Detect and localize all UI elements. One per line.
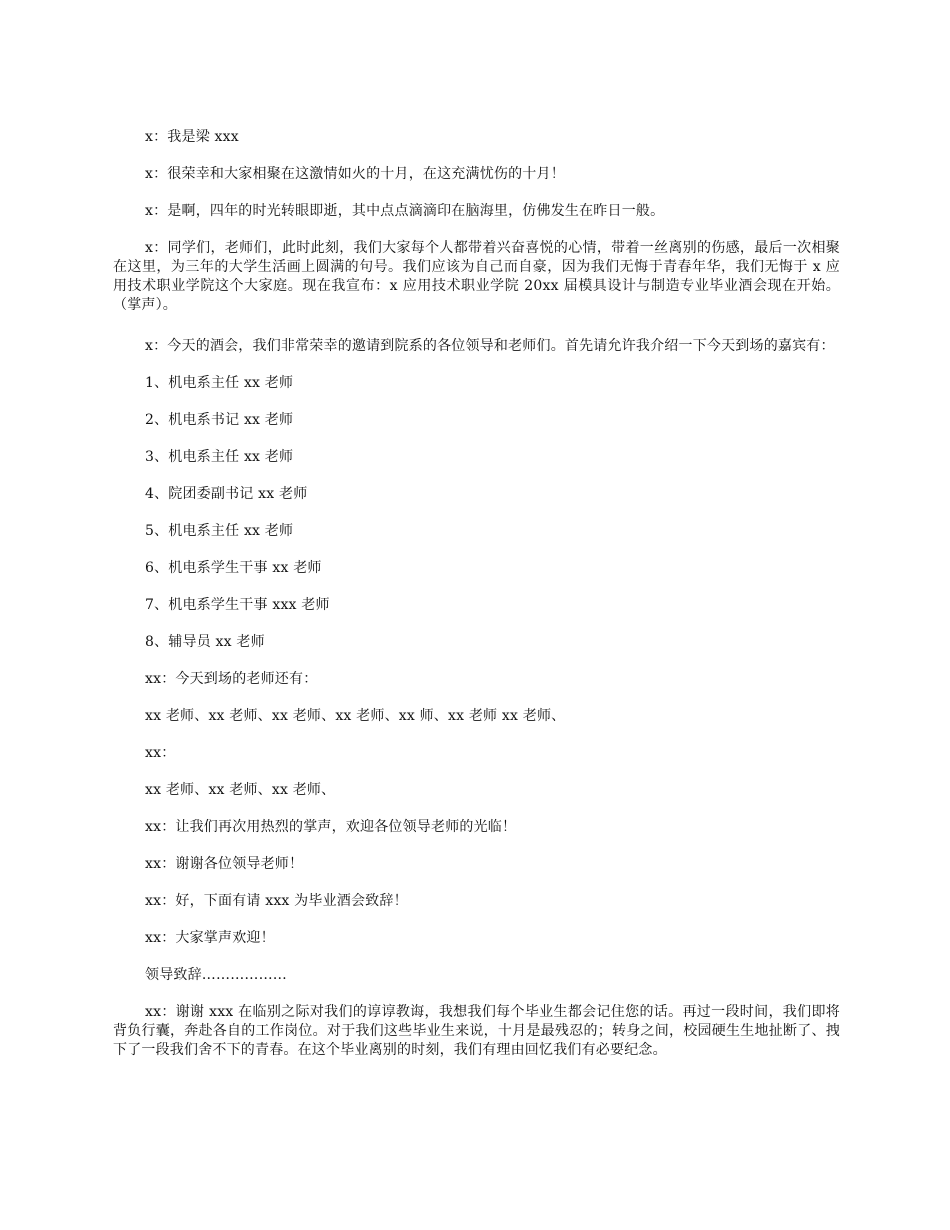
list-item-guest-4: 4、院团委副书记 xx 老师 xyxy=(145,486,308,502)
paragraph-guests-intro: x：今天的酒会，我们非常荣幸的邀请到院系的各位领导和老师们。首先请允许我介绍一下今天到场的嘉宾有： xyxy=(145,338,835,354)
paragraph-thanks-leaders: xx：谢谢各位领导老师！ xyxy=(145,856,304,872)
list-item-guest-3: 3、机电系主任 xx 老师 xyxy=(145,449,294,465)
paragraph-leader-speech: 领导致辞……………… xyxy=(145,967,287,983)
paragraph-intro-name: x：我是梁 xxx xyxy=(145,129,239,145)
paragraph-other-teachers: xx：今天到场的老师还有： xyxy=(145,671,318,687)
paragraph-opening-announcement: x：同学们，老师们，此时此刻，我们大家每个人都带着兴奋喜悦的心情，带着一丝离别的伤感，最后一次相聚在这里，为三年的大学生活画上圆满的句号。我们应该为自己而自豪，因为我们无悔于青春年华，我们无悔于 x 应用技术职业学院这个大家庭。现在我宣布：x 应用技术职业学院 20xx 届模具设计与制造专业毕业酒会现在开始。（掌声）。 xyxy=(113,240,840,313)
paragraph-closing-thanks: xx：谢谢 xxx 在临别之际对我们的谆谆教诲，我想我们每个毕业生都会记住您的话。再过一段时间，我们即将背负行囊，奔赴各自的工作岗位。对于我们这些毕业生来说，十月是最残忍的；转身之间，校园硬生生地扯断了、拽下了一段我们舍不下的青春。在这个毕业离别的时刻，我们有理由回忆我们有必要纪念。 xyxy=(113,1004,840,1058)
paragraph-speaker-xx: xx： xyxy=(145,745,176,761)
list-item-guest-1: 1、机电系主任 xx 老师 xyxy=(145,375,294,391)
paragraph-applause: xx：大家掌声欢迎！ xyxy=(145,930,275,946)
paragraph-teacher-list-2: xx 老师、xx 老师、xx 老师、 xyxy=(145,782,336,798)
document-page xyxy=(113,128,840,1078)
paragraph-four-years: x：是啊，四年的时光转眼即逝，其中点点滴滴印在脑海里，仿佛发生在昨日一般。 xyxy=(145,203,665,219)
paragraph-teacher-list-1: xx 老师、xx 老师、xx 老师、xx 老师、xx 师、xx 老师 xx 老师、 xyxy=(145,708,566,724)
list-item-guest-5: 5、机电系主任 xx 老师 xyxy=(145,523,294,539)
paragraph-applause-welcome: xx：让我们再次用热烈的掌声，欢迎各位领导老师的光临！ xyxy=(145,819,517,835)
paragraph-october: x：很荣幸和大家相聚在这激情如火的十月，在这充满忧伤的十月！ xyxy=(145,166,565,182)
list-item-guest-8: 8、辅导员 xx 老师 xyxy=(145,634,265,650)
list-item-guest-7: 7、机电系学生干事 xxx 老师 xyxy=(145,597,330,613)
list-item-guest-2: 2、机电系书记 xx 老师 xyxy=(145,412,294,428)
list-item-guest-6: 6、机电系学生干事 xx 老师 xyxy=(145,560,322,576)
paragraph-invite-speech: xx：好，下面有请 xxx 为毕业酒会致辞！ xyxy=(145,893,408,909)
